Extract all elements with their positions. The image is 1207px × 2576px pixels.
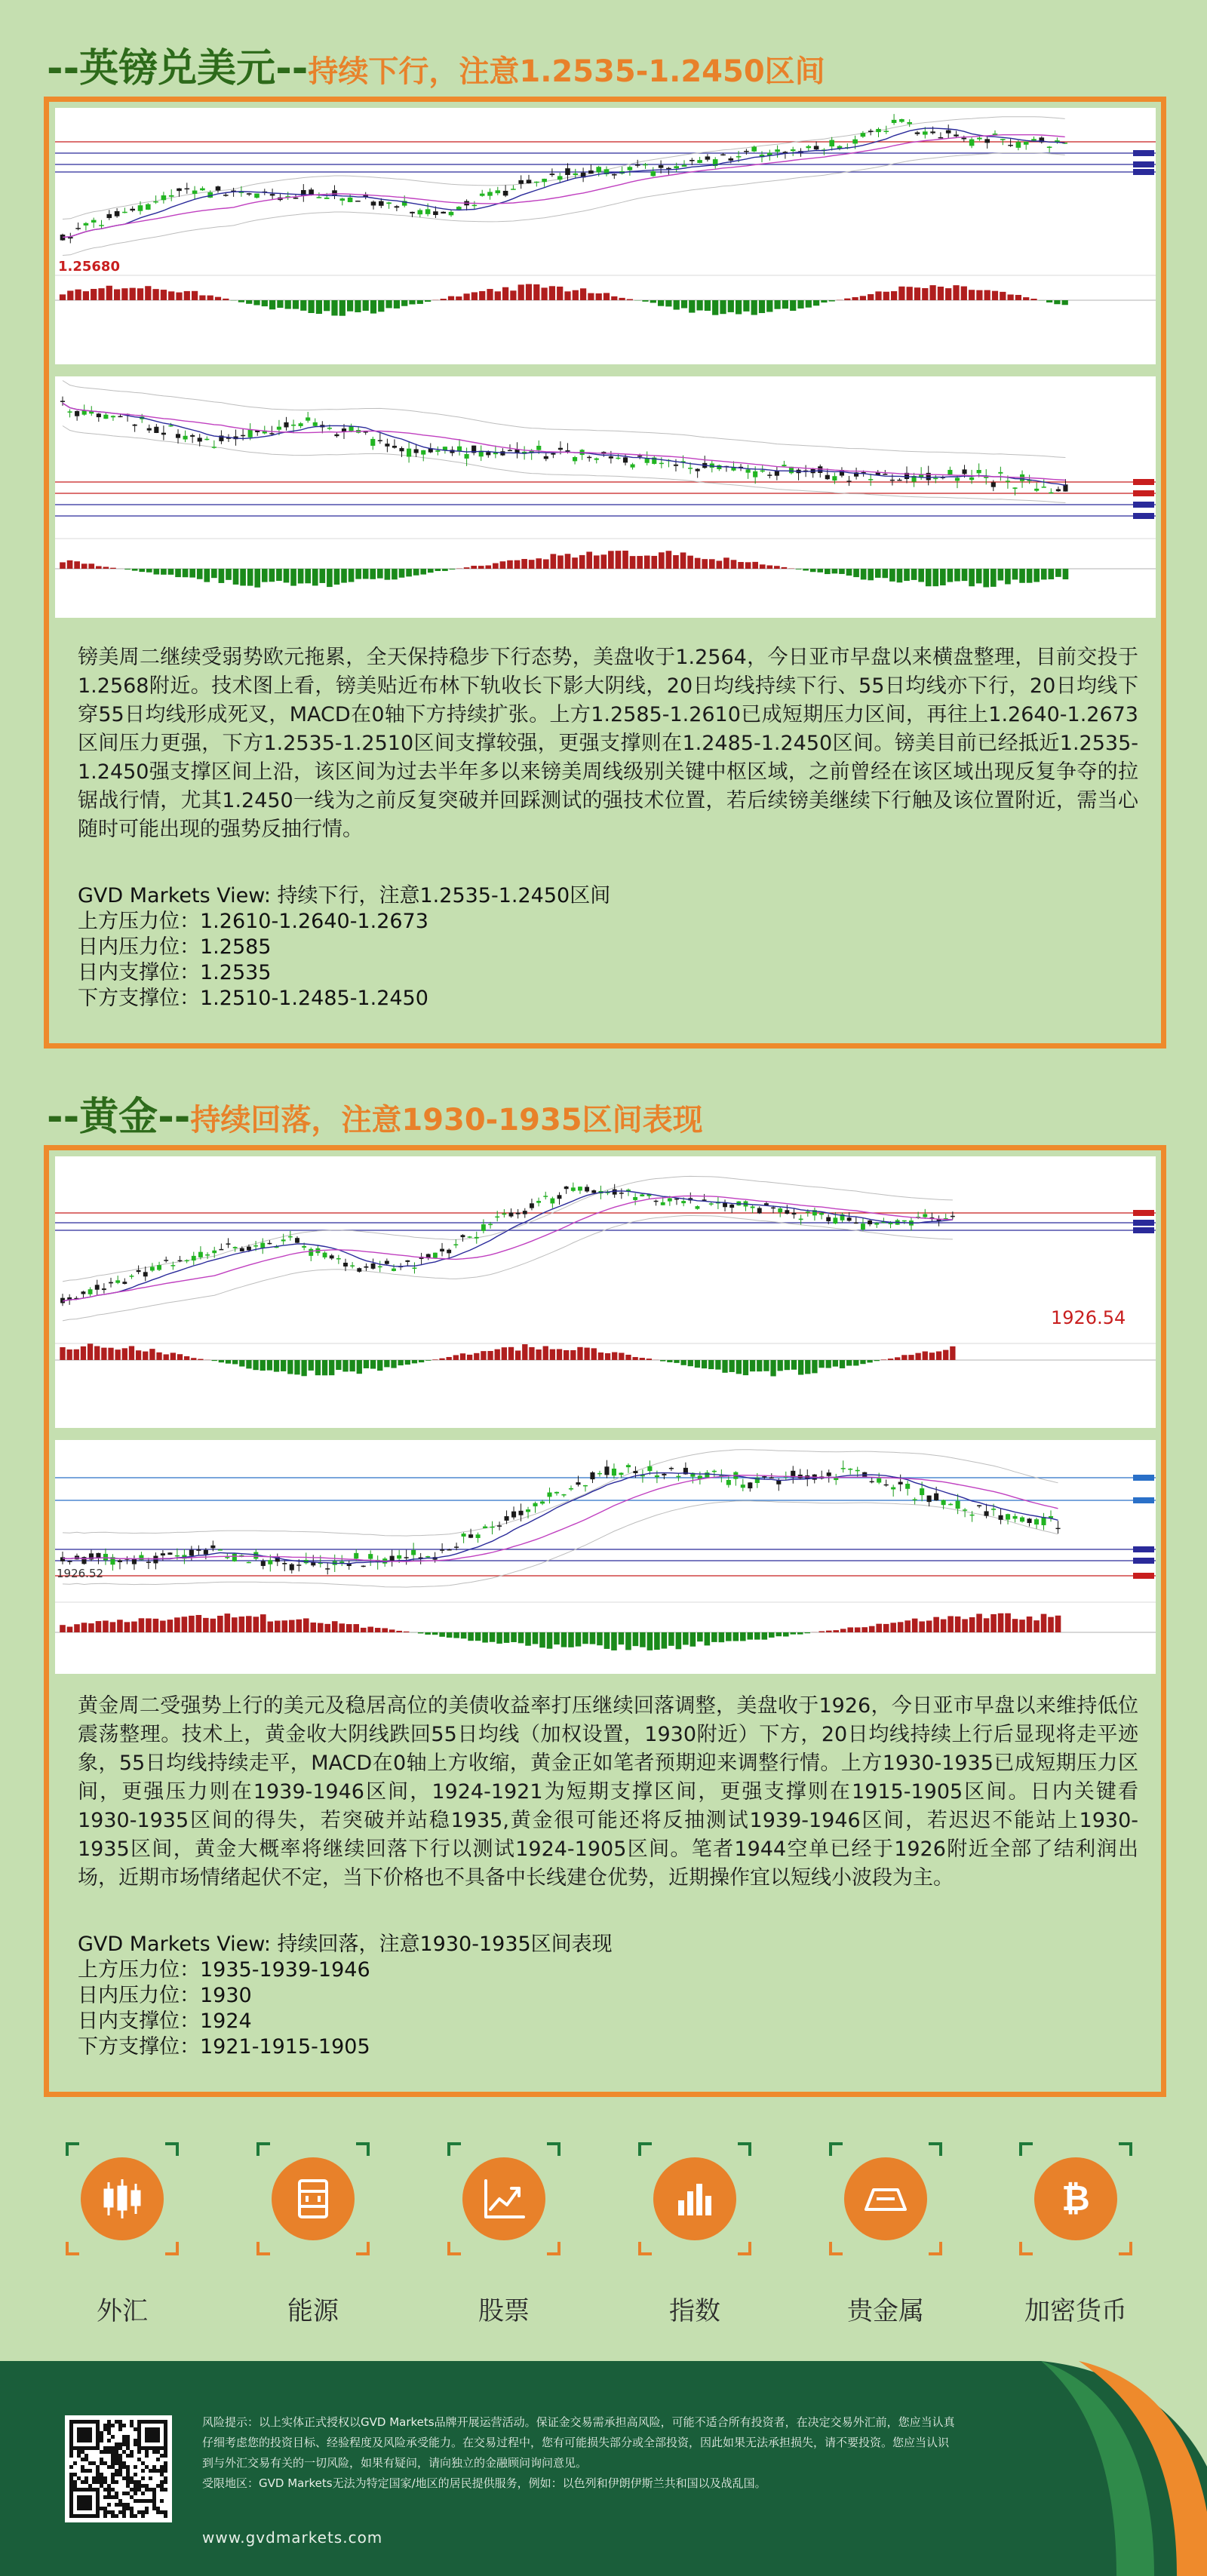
category-forex[interactable]	[47, 2142, 198, 2327]
title-dash: --	[275, 46, 309, 91]
risk-line: 仔细考虑您的投资目标、经验程度及风险承受能力。在交易过程中，您有可能损失部分或全部投资，因此如果无法承担损失，请不要投资。您应当认识	[202, 2436, 950, 2449]
gold-chart-2-svg	[55, 1440, 1156, 1674]
view-headline: GVD Markets View: 持续回落，注意1930-1935区间表现	[78, 1933, 613, 1956]
gbp-chart1-price-label: 1.25680	[58, 259, 120, 275]
category-energy[interactable]	[238, 2142, 389, 2327]
gold-daily-chart[interactable]	[55, 1440, 1156, 1674]
category-label: 加密货币	[1024, 2296, 1127, 2326]
qr-code-icon	[69, 2420, 167, 2518]
qr-code[interactable]	[65, 2415, 172, 2522]
gold-panel	[44, 1145, 1166, 2097]
risk-line: 风险提示：以上实体正式授权以GVD Markets品牌开展运营活动。保证金交易需承担高风险，可能不适合所有投资者，在决定交易外汇前，您应当认真	[202, 2415, 955, 2429]
risk-line: 受限地区：GVD Markets无法为特定国家/地区的居民提供服务，例如：以色列和伊朗伊斯兰共和国以及战乱国。	[202, 2476, 766, 2490]
category-label: 股票	[478, 2296, 530, 2326]
gold-chart2-price-label: 1926.52	[57, 1567, 104, 1580]
category-label: 指数	[669, 2296, 720, 2326]
gold-chart-1-svg	[55, 1156, 1156, 1428]
category-crypto[interactable]	[1000, 2142, 1151, 2327]
view-lower-support: 下方支撑位：1.2510-1.2485-1.2450	[78, 987, 428, 1010]
view-intraday-resistance: 日内压力位：1.2585	[78, 935, 272, 959]
category-row	[0, 2142, 1207, 2338]
gbp-daily-chart[interactable]	[55, 376, 1156, 618]
category-label: 贵金属	[847, 2296, 924, 2326]
footer	[0, 2361, 1207, 2576]
view-intraday-support: 日内支撑位：1.2535	[78, 961, 272, 984]
view-upper-resistance: 上方压力位：1935-1939-1946	[78, 1958, 370, 1982]
gbp-chart-2-svg	[55, 376, 1156, 618]
website-link[interactable]: www.gvdmarkets.com	[202, 2528, 383, 2547]
gold-analysis-text: 黄金周二受强势上行的美元及稳居高位的美债收益率打压继续回落调整，美盘收于1926，今日亚市早盘以来维持低位震荡整理。技术上，黄金收大阴线跌回55日均线（加权设置，1930附近）下方，20日均线持续上行后显现将走平迹象，55日均线持续走平，MACD在0轴上方收缩，黄金正如笔者预期迎来调整行情。上方1930-1935已成短期压力区间，更强压力则在1939-1946区间，1924-1921为短期支撑区间，更强支撑则在1915-1905区间。日内关键看1930-1935区间的得失，若突破并站稳1935,黄金很可能还将反抽测试1939-1946区间，若迟迟不能站上1930-1935区间，黄金大概率将继续回落下行以测试1924-1905区间。笔者1944空单已经于1926附近全部了结利润出场，近期市场情绪起伏不定，当下价格也不具备中长线建仓优势，近期操作宜以短线小波段为主。	[78, 1694, 1138, 1890]
gbp-panel	[44, 97, 1166, 1049]
gold-chart1-price-label: 1926.54	[1051, 1307, 1126, 1328]
bitcoin-icon	[1034, 2157, 1117, 2240]
category-label: 外汇	[97, 2296, 148, 2326]
stocks-trend-icon	[462, 2157, 545, 2240]
gold-hourly-chart[interactable]	[55, 1156, 1156, 1428]
gold-section-title	[47, 1085, 703, 1141]
category-precious-metals[interactable]	[810, 2142, 961, 2327]
index-bars-icon	[653, 2157, 736, 2240]
view-headline: GVD Markets View: 持续下行，注意1.2535-1.2450区间	[78, 884, 611, 907]
category-index[interactable]	[619, 2142, 770, 2327]
title-name: 英镑兑美元	[79, 46, 276, 91]
gbp-view-block	[78, 883, 1138, 1012]
view-upper-resistance: 上方压力位：1.2610-1.2640-1.2673	[78, 910, 428, 933]
energy-oil-icon	[272, 2157, 355, 2240]
gold-view-block	[78, 1932, 1138, 2060]
svg-text:₿: ₿	[1061, 2178, 1090, 2218]
view-lower-support: 下方支撑位：1921-1915-1905	[78, 2035, 370, 2059]
category-stocks[interactable]	[428, 2142, 579, 2327]
view-intraday-support: 日内支撑位：1924	[78, 2010, 252, 2033]
title-dash: --	[158, 1095, 191, 1140]
title-dash: --	[47, 1095, 80, 1140]
risk-disclaimer	[202, 2412, 1055, 2494]
gbp-chart-1-svg	[55, 108, 1156, 364]
gbp-section-title	[47, 36, 825, 93]
category-label: 能源	[287, 2296, 339, 2326]
gold-bar-icon	[844, 2157, 927, 2240]
gbp-analysis-text: 镑美周二继续受弱势欧元拖累，全天保持稳步下行态势，美盘收于1.2564，今日亚市早盘以来横盘整理，目前交投于1.2568附近。技术图上看，镑美贴近布林下轨收长下影大阴线，20日均线持续下行、55日均线亦下行，20日均线下穿55日均线形成死叉，MACD在0轴下方持续扩张。上方1.2585-1.2610已成短期压力区间，再往上1.2640-1.2673区间压力更强，下方1.2535-1.2510区间支撑较强，更强支撑则在1.2485-1.2450区间。镑美目前已经抵近1.2535-1.2450强支撑区间上沿，该区间为过去半年多以来镑美周线级别关键中枢区域，之前曾经在该区域出现反复争夺的拉锯战行情，尤其1.2450一线为之前反复突破并回踩测试的强技术位置，若后续镑美继续下行触及该位置附近，需当心随时可能出现的强势反抽行情。	[78, 646, 1138, 841]
view-intraday-resistance: 日内压力位：1930	[78, 1984, 252, 2007]
title-name: 黄金	[79, 1095, 158, 1140]
gbp-hourly-chart[interactable]	[55, 108, 1156, 364]
title-dash: --	[47, 46, 80, 91]
title-subtitle: 持续下行，注意1.2535-1.2450区间	[308, 54, 825, 89]
forex-candles-icon	[81, 2157, 164, 2240]
risk-line: 到与外汇交易有关的一切风险，如果有疑问，请向独立的金融顾问询问意见。	[202, 2456, 588, 2470]
title-subtitle: 持续回落，注意1930-1935区间表现	[190, 1103, 703, 1138]
